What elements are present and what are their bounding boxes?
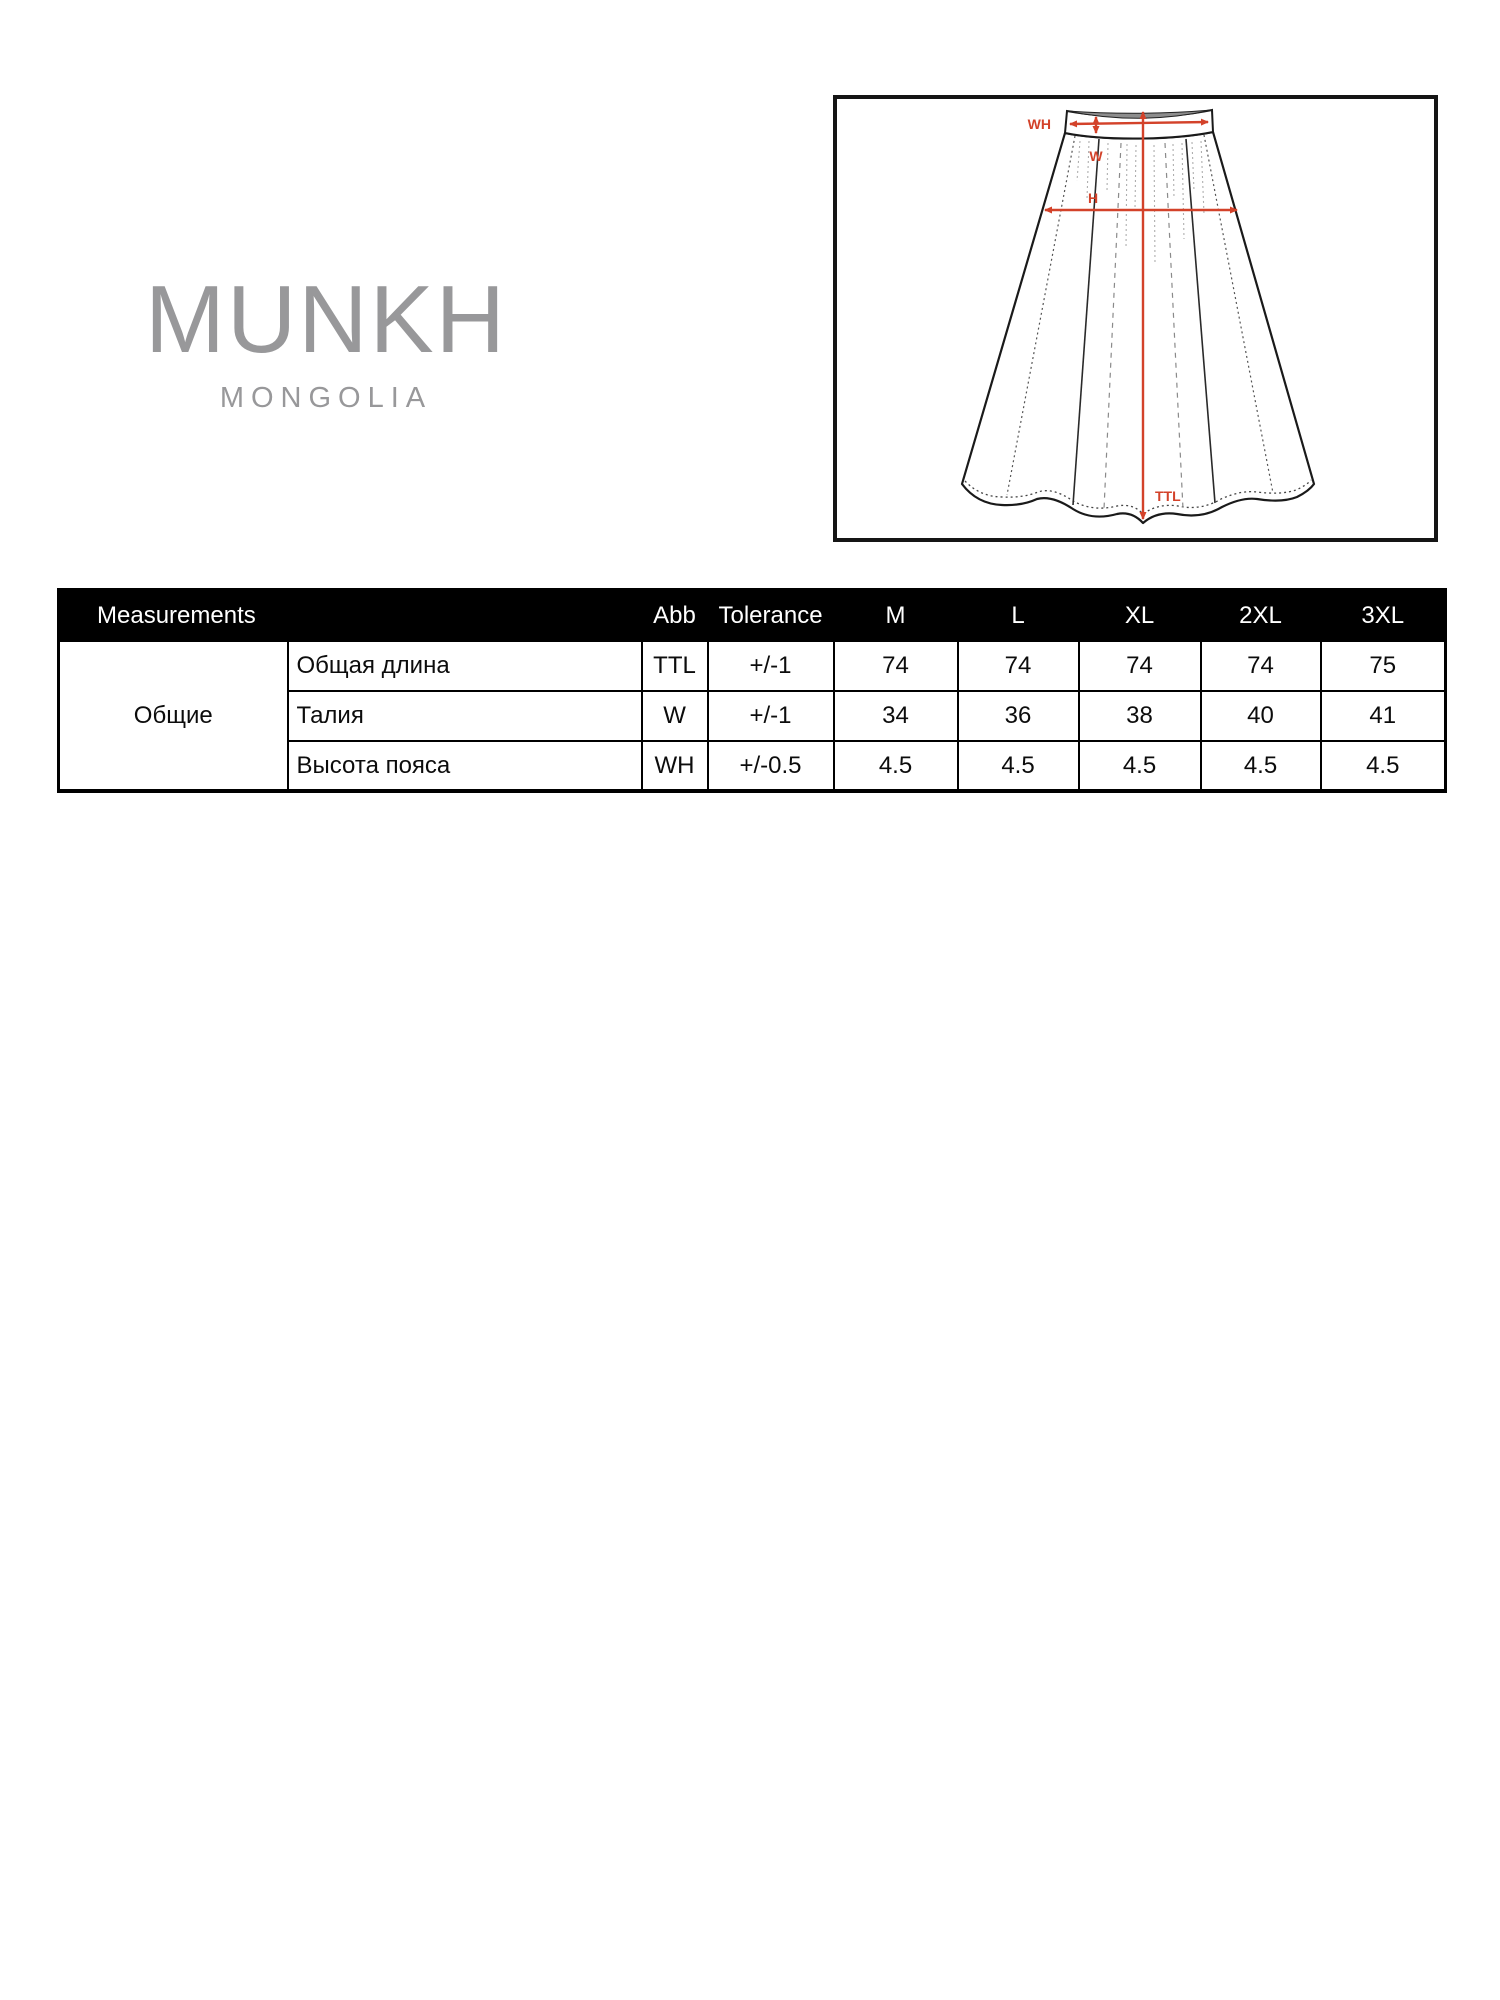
header-size-m: M [834,590,958,642]
label-h: H [1087,190,1099,206]
brand-subtitle: MONGOLIA [219,382,433,414]
label-ttl: TTL [1155,488,1181,504]
value-cell: 34 [834,691,958,741]
value-cell: 4.5 [1079,741,1201,791]
measurement-name: Высота пояса [288,741,642,791]
header-size-l: L [958,590,1079,642]
header-size-2xl: 2XL [1201,590,1321,642]
header-measurements: Measurements [59,590,642,642]
value-cell: 74 [958,641,1079,691]
value-cell: 36 [958,691,1079,741]
header-size-3xl: 3XL [1321,590,1446,642]
header-size-xl: XL [1079,590,1201,642]
value-cell: 74 [1201,641,1321,691]
group-cell: Общие [59,641,288,791]
measurements-table [57,588,1447,793]
label-w: W [1089,148,1103,164]
value-cell: 4.5 [1321,741,1446,791]
value-cell: 41 [1321,691,1446,741]
value-cell: 40 [1201,691,1321,741]
value-cell: 74 [1079,641,1201,691]
abb-cell: W [642,691,708,741]
value-cell: 75 [1321,641,1446,691]
header-tolerance: Tolerance [708,590,834,642]
table-row [59,641,1446,691]
header-abb: Abb [642,590,708,642]
measurement-name: Общая длина [288,641,642,691]
abb-cell: WH [642,741,708,791]
table-header-row [59,590,1446,642]
value-cell: 38 [1079,691,1201,741]
tolerance-cell: +/-1 [708,691,834,741]
label-wh: WH [1027,116,1051,132]
brand-name: MUNKH [145,266,507,373]
measurement-name: Талия [288,691,642,741]
brand-logo [140,266,512,414]
value-cell: 4.5 [834,741,958,791]
garment-diagram-box [833,95,1438,542]
tolerance-cell: +/-1 [708,641,834,691]
value-cell: 74 [834,641,958,691]
tolerance-cell: +/-0.5 [708,741,834,791]
value-cell: 4.5 [1201,741,1321,791]
skirt-body-outline [962,132,1314,523]
skirt-sketch [837,99,1434,538]
abb-cell: TTL [642,641,708,691]
value-cell: 4.5 [958,741,1079,791]
